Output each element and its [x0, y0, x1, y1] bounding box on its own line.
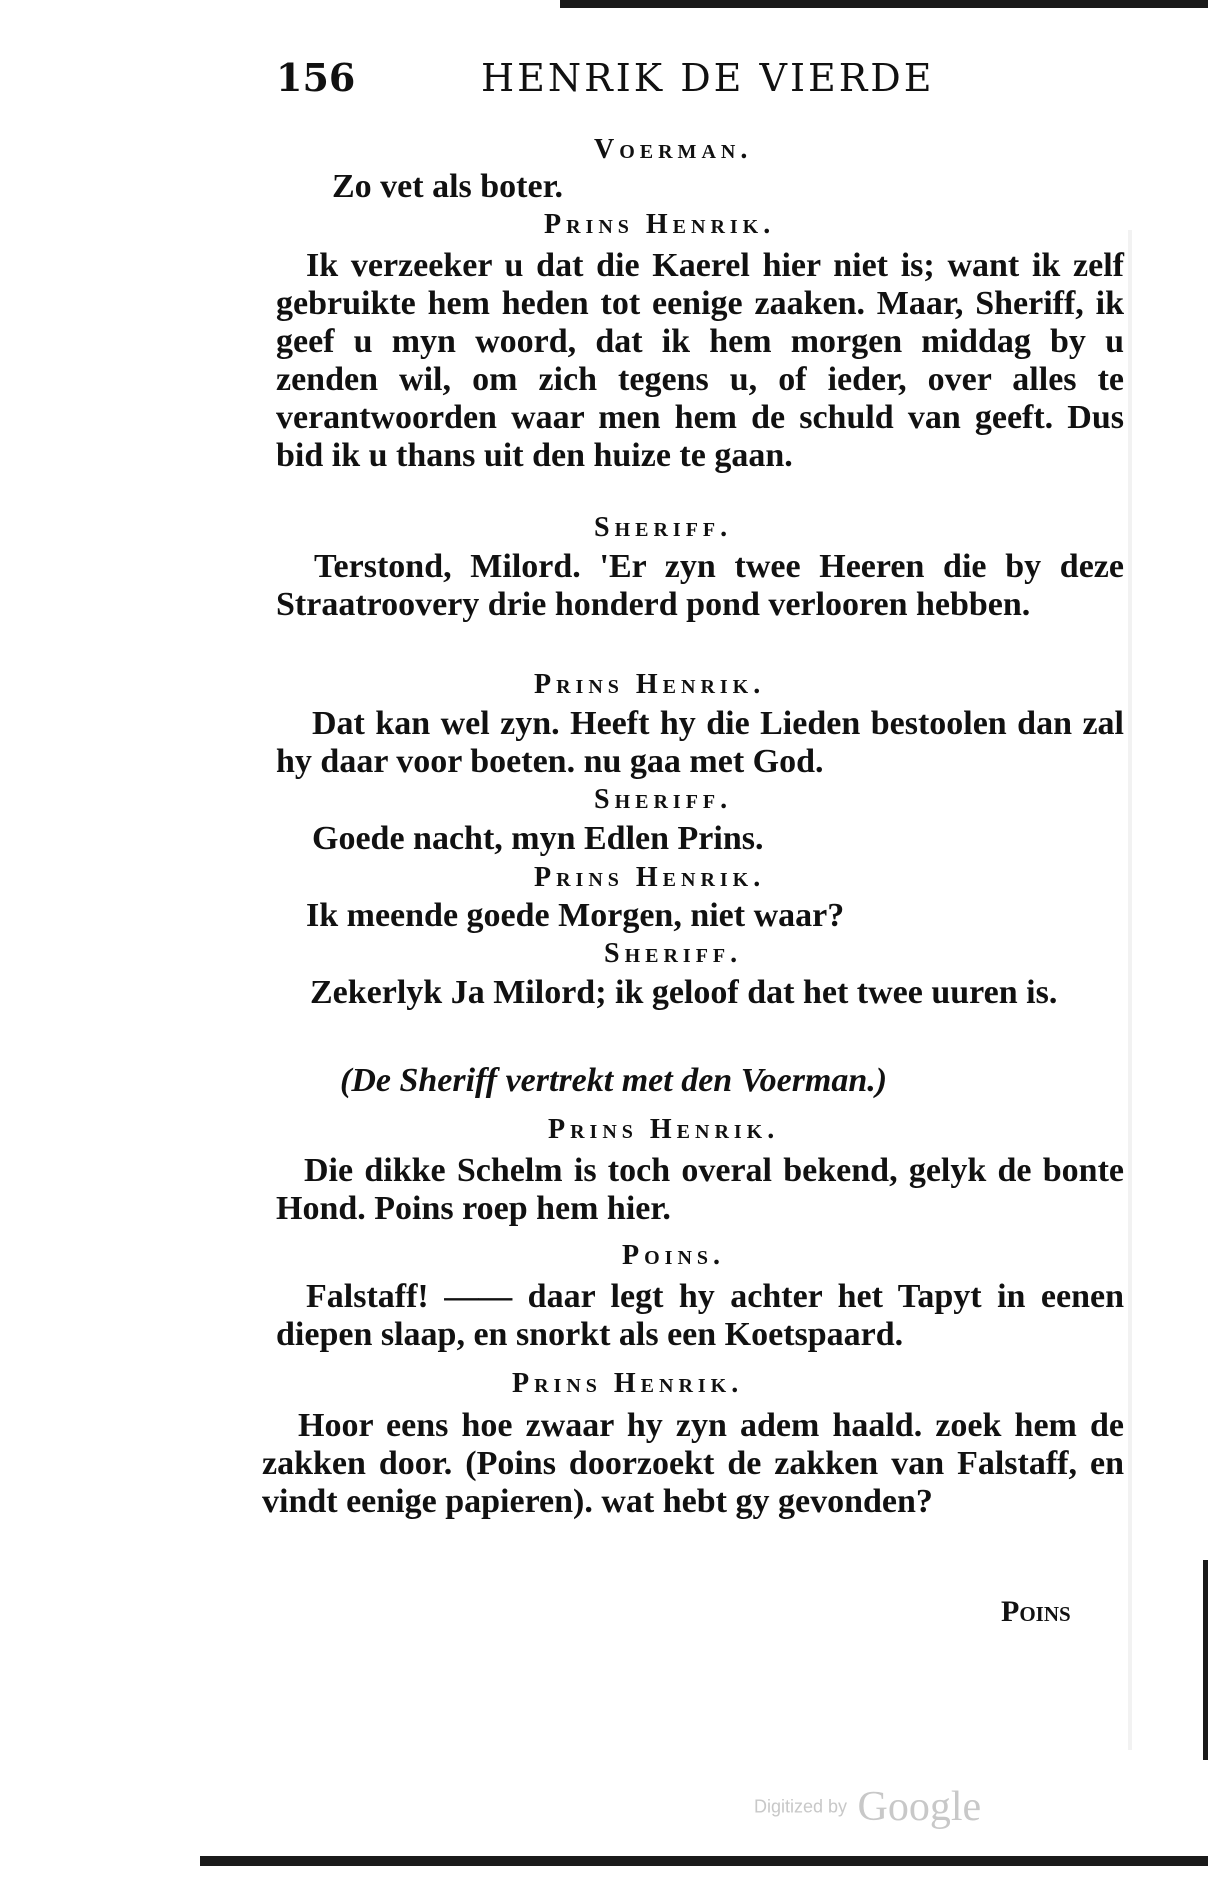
top-edge-rule [560, 0, 1208, 8]
speech-text: Die dikke Schelm is toch overal bekend, gelyk de bonte Hond. Poins roep hem hier. [276, 1152, 1124, 1227]
speech-text: Dat kan wel zyn. Heeft hy die Lieden bestoolen dan zal hy daar voor boeten. nu gaa met God. [276, 705, 1124, 780]
speech-text: Ik verzeeker u dat die Kaerel hier niet is; want ik zelf gebruikte hem heden tot eenige zaaken. Maar, Sheriff, ik geef u myn woord, dat ik hem morgen middag by u zenden wil, om zich tegens u, of ieder, over alles te verantwoorden waar men hem de schuld van geeft. Dus bid ik u thans uit den huize te gaan. [276, 247, 1124, 474]
speaker-label: Poins. [622, 1240, 726, 1271]
speaker-label: Sheriff. [594, 784, 733, 815]
bottom-edge-rule [200, 1856, 1208, 1866]
stage-direction: (De Sheriff vertrekt met den Voerman.) [340, 1062, 888, 1099]
digitization-watermark [754, 1783, 981, 1831]
speaker-label: Prins Henrik. [544, 209, 776, 240]
speaker-label: Voerman. [594, 134, 753, 165]
speaker-label: Prins Henrik. [534, 669, 766, 700]
speaker-label: Sheriff. [594, 512, 733, 543]
speaker-label: Sheriff. [604, 938, 743, 969]
page-header [276, 54, 976, 102]
speech-text: Falstaff! —— daar legt hy achter het Tapyt in eenen diepen slaap, en snorkt als een Koetspaard. [276, 1278, 1124, 1353]
page-number: 156 [276, 55, 356, 100]
speaker-label: Prins Henrik. [534, 862, 766, 893]
speech-text: Ik meende goede Morgen, niet waar? [306, 897, 845, 934]
catchword: Poins [1001, 1595, 1071, 1628]
speech-text: Terstond, Milord. 'Er zyn twee Heeren die by deze Straatroovery drie honderd pond verlooren hebben. [276, 548, 1124, 623]
watermark-logo: Google [857, 1784, 982, 1830]
watermark-by: Digitized by [754, 1796, 848, 1817]
speech-text: Goede nacht, myn Edlen Prins. [312, 820, 764, 857]
speaker-label: Prins Henrik. [512, 1368, 744, 1399]
speech-text: Hoor eens hoe zwaar hy zyn adem haald. zoek hem de zakken door. (Poins doorzoekt de zakken van Falstaff, en vindt eenige papieren). wat hebt gy gevonden? [262, 1407, 1124, 1520]
speaker-label: Prins Henrik. [548, 1114, 780, 1145]
running-title: HENRIK DE VIERDE [481, 56, 935, 100]
right-edge-rule [1203, 1560, 1208, 1760]
page-edge-shadow [1128, 230, 1132, 1750]
speech-text: Zo vet als boter. [332, 168, 564, 205]
speech-text: Zekerlyk Ja Milord; ik geloof dat het twee uuren is. [310, 974, 1058, 1011]
